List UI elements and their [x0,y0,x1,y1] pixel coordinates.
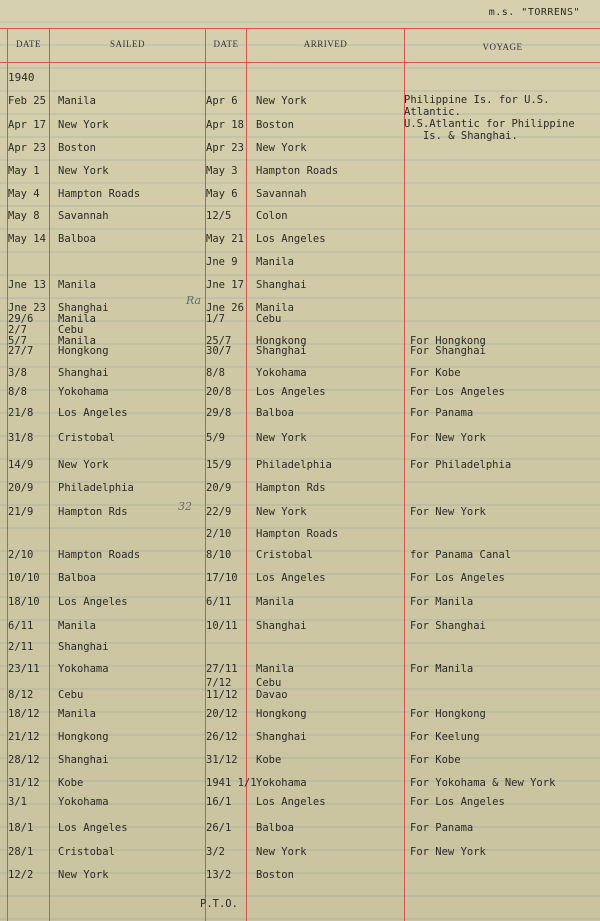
sailed-date: May 14 [8,233,46,245]
voyage-note: For Manila [410,663,474,675]
voyage-note-line: Is. & Shanghai. [404,130,518,142]
sailed-date: 18/1 [8,822,34,834]
sailed-date: 28/12 [8,754,40,766]
sailed-port: Yokohama [58,796,109,808]
voyage-note: For Los Angeles [410,572,505,584]
sailed-port: Hampton Roads [58,549,141,561]
voyage-note-line: U.S.Atlantic for Philippine [404,118,575,130]
voyage-note-line: Philippine Is. for U.S. [404,94,550,106]
arrived-date: 22/9 [206,506,232,518]
arrived-port: Davao [256,689,288,701]
sailed-port: Yokohama [58,663,109,675]
arrived-port: Shanghai [256,731,307,743]
arrived-port: Balboa [256,822,294,834]
arrived-port: Cristobal [256,549,313,561]
voyage-note: For Panama [410,822,474,834]
arrived-date: 5/9 [206,432,225,444]
voyage-note: For Los Angeles [410,796,505,808]
sailed-port: Manila [58,279,96,291]
sailed-port: Balboa [58,572,96,584]
year-label: 1940 [8,71,35,84]
arrived-date: 20/9 [206,482,232,494]
sailed-date: 14/9 [8,459,34,471]
voyage-note: For Los Angeles [410,386,505,398]
arrived-port: New York [256,142,307,154]
sailed-port: New York [58,119,109,131]
sailed-port: Manila [58,708,96,720]
marginal-mark: 32 [178,500,192,513]
arrived-date: Jne 17 [206,279,244,291]
sailed-port: Manila [58,95,96,107]
arrived-port: Boston [256,869,294,881]
arrived-port: Hampton Roads [256,528,339,540]
page-turn-note: P.T.O. [200,898,238,910]
arrived-port: New York [256,95,307,107]
sailed-port: Cebu [58,324,84,336]
voyage-note: For Hongkong [410,335,486,347]
arrived-date: Apr 6 [206,95,238,107]
voyage-note: For Hongkong [410,708,486,720]
arrived-port: Hongkong [256,335,307,347]
sailed-port: Hampton Rds [58,506,128,518]
arrived-date: 10/11 [206,620,238,632]
sailed-port: Shanghai [58,302,109,314]
sailed-date: May 8 [8,210,40,222]
voyage-note: For Panama [410,407,474,419]
arrived-port: New York [256,506,307,518]
sailed-port: Hongkong [58,731,109,743]
arrived-date: 20/12 [206,708,238,720]
arrived-port: Hongkong [256,708,307,720]
sailed-port: Hongkong [58,345,109,357]
sailed-date: 3/1 [8,796,27,808]
sailed-port: Shanghai [58,641,109,653]
ship-name: m.s. "TORRENS" [488,7,580,18]
arrived-date: 15/9 [206,459,232,471]
arrived-date: Apr 23 [206,142,244,154]
voyage-note: For New York [410,506,486,518]
voyage-note: For Philadelphia [410,459,512,471]
arrived-date: 7/12 [206,677,232,689]
sailed-port: Kobe [58,777,84,789]
arrived-port: Yokohama [256,367,307,379]
voyage-note: For Kobe [410,367,461,379]
sailed-port: Yokohama [58,386,109,398]
sailed-date: 2/11 [8,641,34,653]
sailed-port: New York [58,459,109,471]
arrived-port: Cebu [256,677,282,689]
arrived-date: 26/12 [206,731,238,743]
arrived-port: Shanghai [256,279,307,291]
sailed-port: Philadelphia [58,482,134,494]
voyage-note-line: Atlantic. [404,106,461,118]
arrived-date: 2/10 [206,528,232,540]
arrived-port: Colon [256,210,288,222]
arrived-port: Manila [256,663,294,675]
sailed-date: 18/12 [8,708,40,720]
voyage-note: For Yokohama & New York [410,777,556,789]
arrived-date: May 21 [206,233,244,245]
sailed-date: 31/8 [8,432,34,444]
arrived-port: Shanghai [256,345,307,357]
sailed-date: 23/11 [8,663,40,675]
arrived-date: 1/7 [206,313,225,325]
sailed-port: Shanghai [58,367,109,379]
voyage-note: For New York [410,846,486,858]
sailed-date: 21/12 [8,731,40,743]
arrived-date: 31/12 [206,754,238,766]
sailed-port: Cebu [58,689,84,701]
header-date-sailed: DATE [16,39,41,49]
voyage-note: For Manila [410,596,474,608]
sailed-date: 31/12 [8,777,40,789]
sailed-date: Jne 13 [8,279,46,291]
marginal-mark: Ra [186,294,202,307]
sailed-date: 21/9 [8,506,34,518]
sailed-port: Los Angeles [58,822,128,834]
column-rule [49,28,50,921]
sailed-date: 6/11 [8,620,34,632]
arrived-date: 25/7 [206,335,232,347]
arrived-port: Shanghai [256,620,307,632]
arrived-date: 8/8 [206,367,225,379]
sailed-date: Jne 23 [8,302,46,314]
sailed-date: 10/10 [8,572,40,584]
sailed-date: 8/12 [8,689,34,701]
arrived-port: Los Angeles [256,386,326,398]
arrived-port: New York [256,432,307,444]
sailed-date: 8/8 [8,386,27,398]
sailed-date: May 4 [8,188,40,200]
sailed-date: 29/6 [8,313,34,325]
arrived-date: 13/2 [206,869,232,881]
arrived-port: Philadelphia [256,459,332,471]
arrived-date: May 3 [206,165,238,177]
voyage-note: For Shanghai [410,620,486,632]
arrived-port: Los Angeles [256,572,326,584]
arrived-date: 30/7 [206,345,232,357]
arrived-port: Los Angeles [256,796,326,808]
sailed-port: Balboa [58,233,96,245]
voyage-note: For Keelung [410,731,480,743]
arrived-date: 26/1 [206,822,232,834]
header-rule-bottom [0,62,600,63]
arrived-port: Manila [256,596,294,608]
sailed-date: 28/1 [8,846,34,858]
sailed-date: May 1 [8,165,40,177]
sailed-port: New York [58,869,109,881]
sailed-date: 27/7 [8,345,34,357]
sailed-port: Manila [58,313,96,325]
voyage-note: for Panama Canal [410,549,512,561]
arrived-port: Hampton Roads [256,165,339,177]
header-voyage: VOYAGE [482,42,523,52]
arrived-date: 11/12 [206,689,238,701]
sailed-port: Shanghai [58,754,109,766]
sailed-date: 3/8 [8,367,27,379]
sailed-port: Manila [58,620,96,632]
sailed-date: 5/7 [8,335,27,347]
header-rule-top [0,28,600,29]
arrived-date: 12/5 [206,210,232,222]
sailed-date: Apr 17 [8,119,46,131]
sailed-date: Apr 23 [8,142,46,154]
sailed-port: Los Angeles [58,407,128,419]
arrived-port: Hampton Rds [256,482,326,494]
voyage-notes [404,94,599,142]
arrived-date: 20/8 [206,386,232,398]
arrived-date: 8/10 [206,549,232,561]
sailed-port: Los Angeles [58,596,128,608]
arrived-date: Apr 18 [206,119,244,131]
arrived-port: Savannah [256,188,307,200]
arrived-port: Kobe [256,754,282,766]
voyage-note: For New York [410,432,486,444]
arrived-port: Cebu [256,313,282,325]
arrived-port: New York [256,846,307,858]
sailed-port: New York [58,165,109,177]
sailed-date: 18/10 [8,596,40,608]
arrived-date: 16/1 [206,796,232,808]
sailed-date: 12/2 [8,869,34,881]
sailed-port: Manila [58,335,96,347]
sailed-date: 20/9 [8,482,34,494]
header-arrived: ARRIVED [303,39,348,49]
arrived-date: 6/11 [206,596,232,608]
arrived-port: Manila [256,302,294,314]
arrived-port: Boston [256,119,294,131]
sailed-date: Feb 25 [8,95,46,107]
arrived-port: Balboa [256,407,294,419]
column-rule [404,28,405,921]
voyage-note: For Kobe [410,754,461,766]
header-sailed: SAILED [110,39,145,49]
arrived-date: 1941 1/1 [206,777,257,789]
arrived-date: Jne 26 [206,302,244,314]
sailed-port: Savannah [58,210,109,222]
arrived-port: Yokohama [256,777,307,789]
arrived-date: 29/8 [206,407,232,419]
arrived-date: 17/10 [206,572,238,584]
sailed-port: Cristobal [58,846,115,858]
sailed-date: 2/7 [8,324,27,336]
arrived-date: 27/11 [206,663,238,675]
arrived-date: Jne 9 [206,256,238,268]
arrived-port: Manila [256,256,294,268]
sailed-port: Hampton Roads [58,188,141,200]
arrived-date: May 6 [206,188,238,200]
arrived-port: Los Angeles [256,233,326,245]
voyage-note: For Shanghai [410,345,486,357]
sailed-date: 21/8 [8,407,34,419]
sailed-port: Cristobal [58,432,115,444]
header-date-arrived: DATE [213,39,239,49]
sailed-date: 2/10 [8,549,34,561]
arrived-date: 3/2 [206,846,225,858]
sailed-port: Boston [58,142,96,154]
